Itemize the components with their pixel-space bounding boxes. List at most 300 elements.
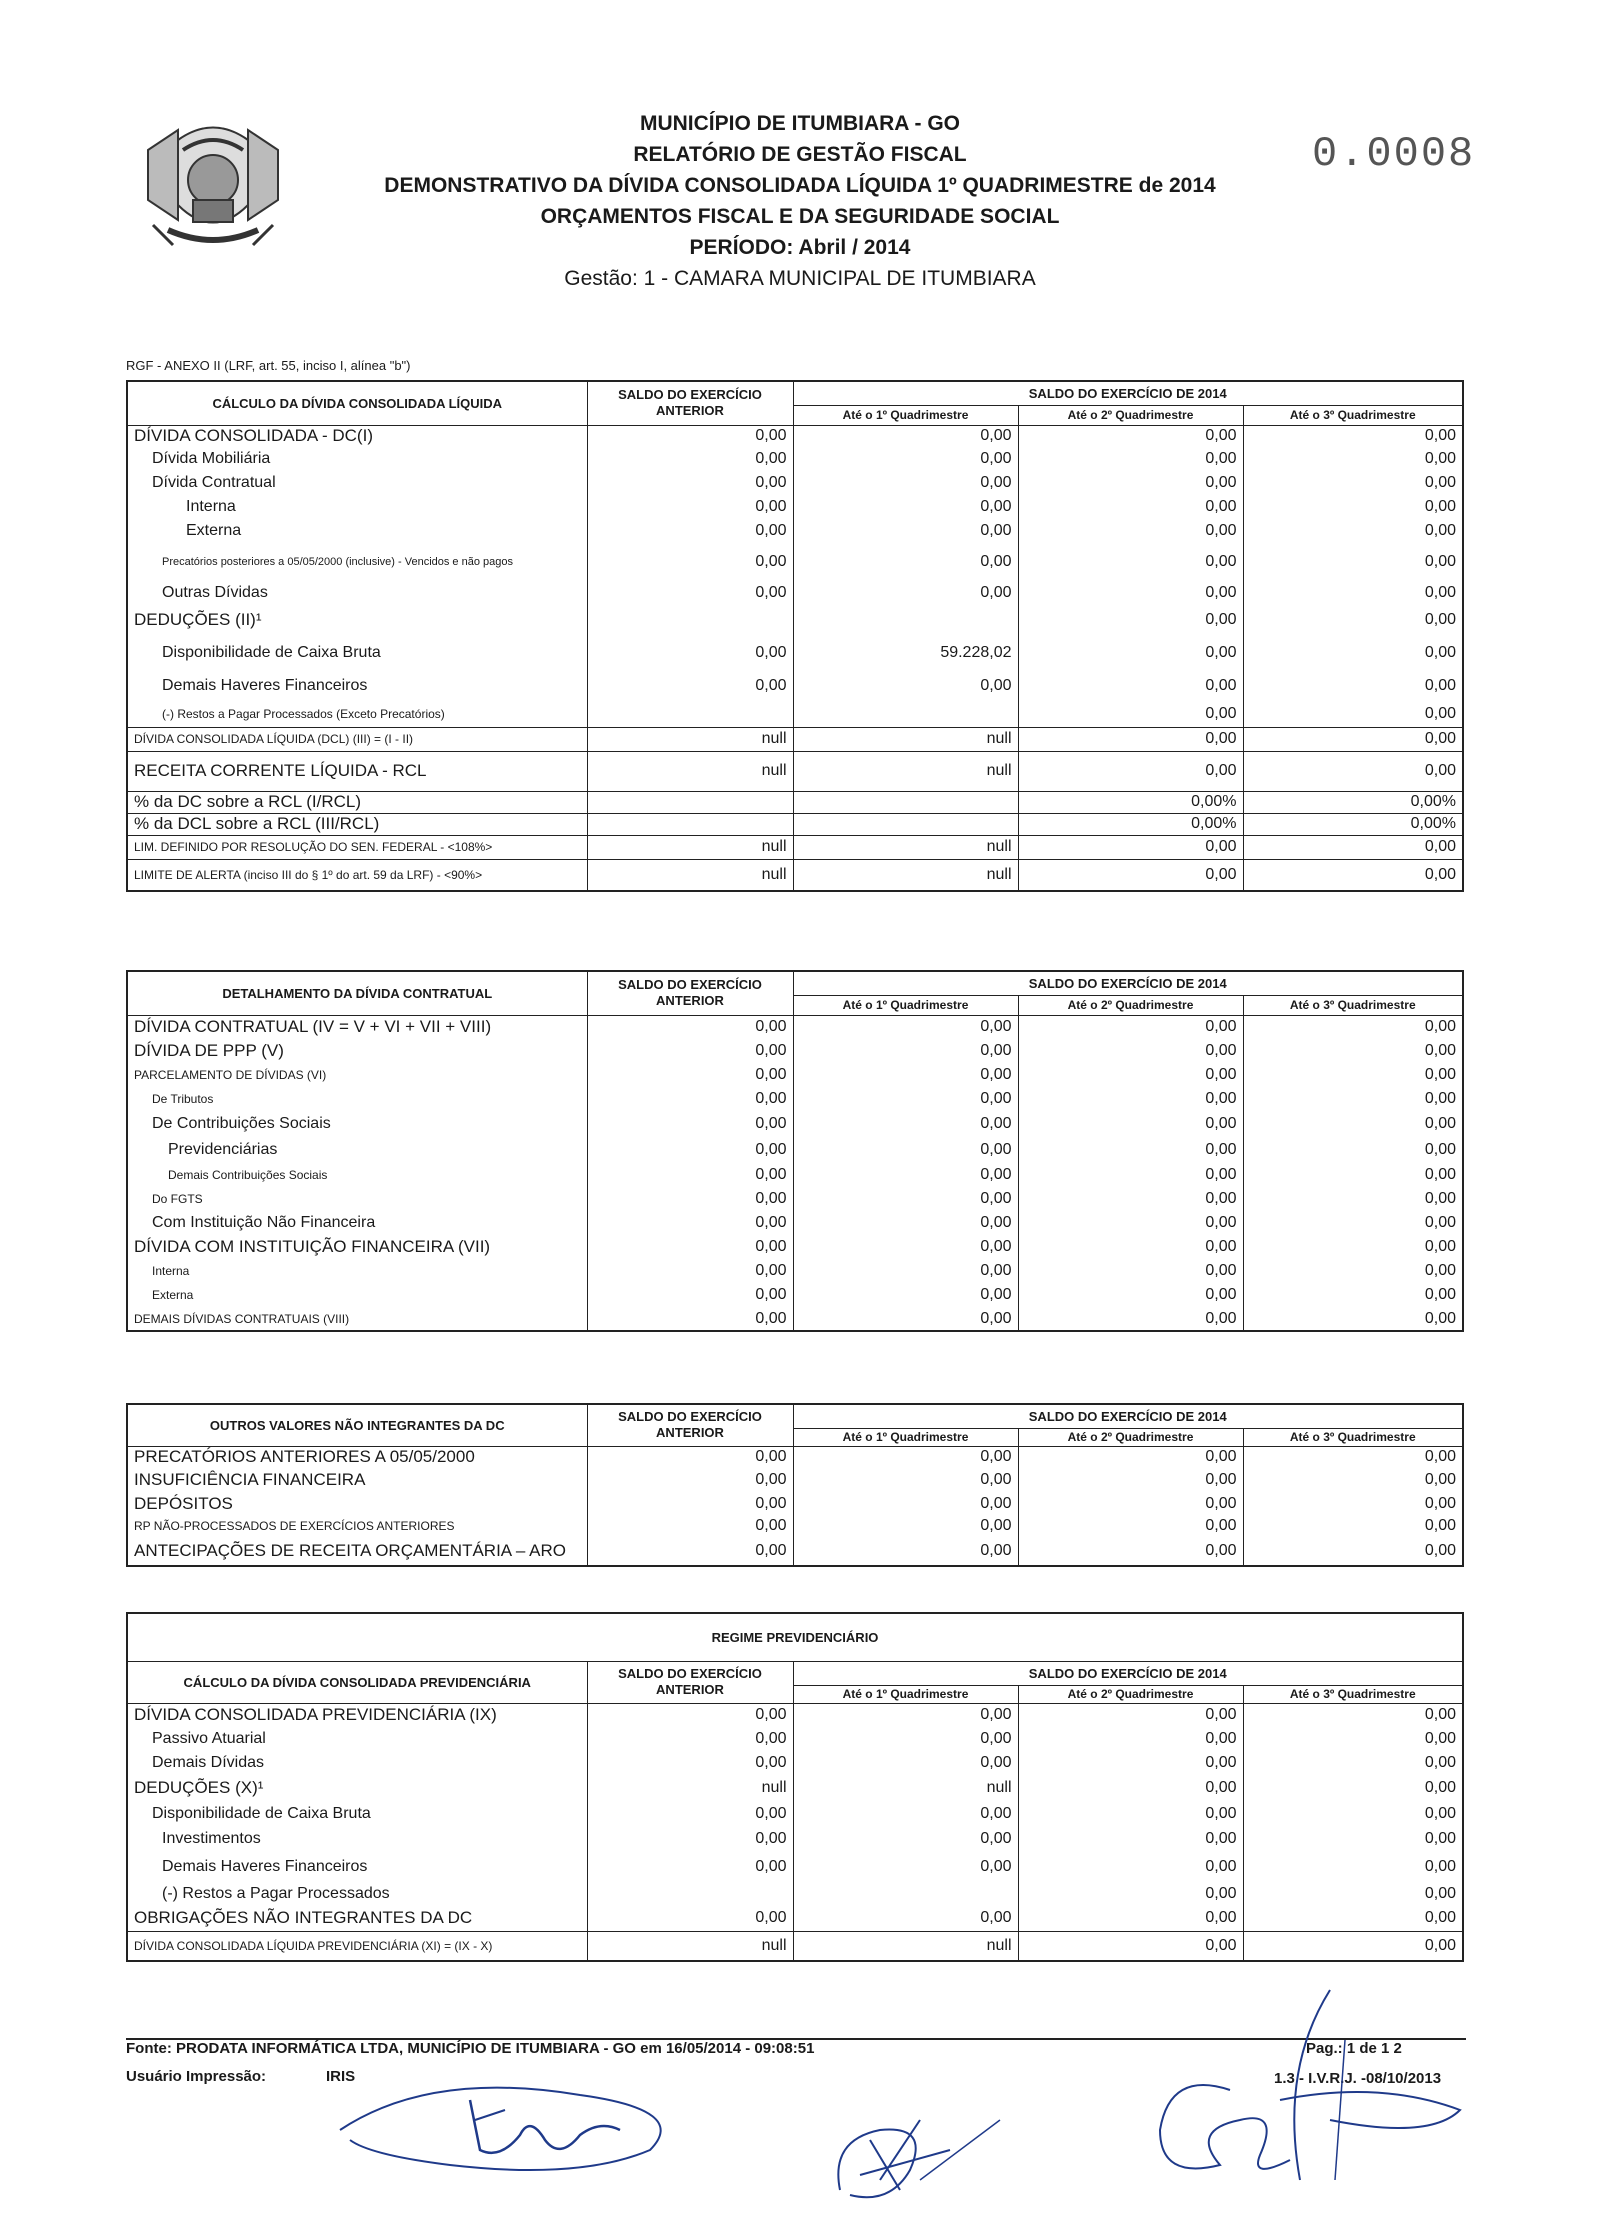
- table-row: [127, 859, 1463, 891]
- row-label: DÍVIDA COM INSTITUIÇÃO FINANCEIRA (VII): [127, 1235, 587, 1259]
- table-row: [127, 1259, 1463, 1283]
- row-label: DEPÓSITOS: [127, 1492, 587, 1516]
- row-label: Outras Dívidas: [127, 581, 587, 605]
- print-user: IRIS: [326, 2068, 356, 2085]
- table-row: [127, 1137, 1463, 1163]
- value-q3: 0,00: [1243, 835, 1463, 859]
- value-previous: null: [587, 1775, 793, 1801]
- value-previous: 0,00: [587, 519, 793, 543]
- signature-3: [1130, 1980, 1470, 2210]
- value-q1: 0,00: [793, 1283, 1018, 1307]
- row-label: Do FGTS: [127, 1187, 587, 1211]
- row-label: RECEITA CORRENTE LÍQUIDA - RCL: [127, 751, 587, 791]
- value-q2: 0,00: [1018, 1137, 1243, 1163]
- value-q1: 0,00: [793, 1307, 1018, 1331]
- value-q3: 0,00: [1243, 1931, 1463, 1961]
- value-q2: 0,00: [1018, 1516, 1243, 1536]
- row-label: % da DC sobre a RCL (I/RCL): [127, 791, 587, 813]
- value-q2: 0,00: [1018, 447, 1243, 471]
- value-previous: 0,00: [587, 1235, 793, 1259]
- value-q2: 0,00: [1018, 425, 1243, 447]
- table-row: [127, 1307, 1463, 1331]
- table-row: [127, 1751, 1463, 1775]
- value-q3: 0,00: [1243, 1283, 1463, 1307]
- statement-title: DEMONSTRATIVO DA DÍVIDA CONSOLIDADA LÍQUIDA 1º QUADRIMESTRE de 2014: [384, 174, 1216, 197]
- table-title: CÁLCULO DA DÍVIDA CONSOLIDADA LÍQUIDA: [127, 381, 587, 425]
- value-q2: 0,00: [1018, 1851, 1243, 1883]
- value-q3: 0,00: [1243, 1468, 1463, 1492]
- col-header-2014: SALDO DO EXERCÍCIO DE 2014: [793, 1404, 1463, 1428]
- table-row: [127, 1087, 1463, 1111]
- value-q1: null: [793, 751, 1018, 791]
- value-q1: 0,00: [793, 1468, 1018, 1492]
- value-q1: 0,00: [793, 1516, 1018, 1536]
- value-previous: 0,00: [587, 1905, 793, 1931]
- row-label: Dívida Mobiliária: [127, 447, 587, 471]
- report-title: RELATÓRIO DE GESTÃO FISCAL: [633, 143, 967, 166]
- value-previous: 0,00: [587, 495, 793, 519]
- row-label: DÍVIDA CONSOLIDADA - DC(I): [127, 425, 587, 447]
- table-row: [127, 1905, 1463, 1931]
- row-label: DEDUÇÕES (II)¹: [127, 605, 587, 635]
- value-q2: 0,00: [1018, 1775, 1243, 1801]
- value-q1: 0,00: [793, 1259, 1018, 1283]
- table-row: [127, 1163, 1463, 1187]
- table-row: [127, 447, 1463, 471]
- value-q3: 0,00: [1243, 1727, 1463, 1751]
- table-row: [127, 1039, 1463, 1063]
- value-previous: 0,00: [587, 543, 793, 581]
- row-label: OBRIGAÇÕES NÃO INTEGRANTES DA DC: [127, 1905, 587, 1931]
- table-row: [127, 1187, 1463, 1211]
- value-previous: 0,00: [587, 671, 793, 701]
- col-header-q2: Até o 2º Quadrimestre: [1018, 995, 1243, 1015]
- col-header-2014: SALDO DO EXERCÍCIO DE 2014: [793, 1661, 1463, 1685]
- value-q3: 0,00: [1243, 1536, 1463, 1566]
- value-previous: 0,00: [587, 1039, 793, 1063]
- table-row: [127, 1775, 1463, 1801]
- row-label: PRECATÓRIOS ANTERIORES A 05/05/2000: [127, 1446, 587, 1468]
- value-q3: 0,00: [1243, 671, 1463, 701]
- col-header-q3: Até o 3º Quadrimestre: [1243, 995, 1463, 1015]
- table-row: [127, 1063, 1463, 1087]
- version-label: 1.3 - I.V.R.J. -08/10/2013: [1274, 2070, 1442, 2087]
- value-q1: 0,00: [793, 519, 1018, 543]
- col-header-q2: Até o 2º Quadrimestre: [1018, 1428, 1243, 1446]
- table-row: [127, 1827, 1463, 1851]
- col-header-q1: Até o 1º Quadrimestre: [793, 405, 1018, 425]
- value-q2: 0,00: [1018, 543, 1243, 581]
- value-q1: [793, 701, 1018, 727]
- value-previous: null: [587, 859, 793, 891]
- value-previous: 0,00: [587, 1111, 793, 1137]
- table-row: [127, 791, 1463, 813]
- value-q2: 0,00: [1018, 1307, 1243, 1331]
- value-q2: 0,00: [1018, 1446, 1243, 1468]
- row-label: Disponibilidade de Caixa Bruta: [127, 1801, 587, 1827]
- value-previous: 0,00: [587, 1015, 793, 1039]
- value-q1: 0,00: [793, 1446, 1018, 1468]
- value-q1: 0,00: [793, 581, 1018, 605]
- value-previous: 0,00: [587, 447, 793, 471]
- table-row: [127, 1883, 1463, 1905]
- row-label: Disponibilidade de Caixa Bruta: [127, 635, 587, 671]
- row-label: Interna: [127, 1259, 587, 1283]
- value-q2: 0,00: [1018, 1883, 1243, 1905]
- table-row: [127, 1015, 1463, 1039]
- col-header-q1: Até o 1º Quadrimestre: [793, 1685, 1018, 1703]
- row-label: Previdenciárias: [127, 1137, 587, 1163]
- contractual-debt-table: [126, 970, 1464, 1332]
- section-title: REGIME PREVIDENCIÁRIO: [127, 1613, 1463, 1661]
- col-header-2014: SALDO DO EXERCÍCIO DE 2014: [793, 381, 1463, 405]
- table-row: [127, 813, 1463, 835]
- value-previous: null: [587, 1931, 793, 1961]
- value-q2: 0,00: [1018, 751, 1243, 791]
- col-header-q3: Até o 3º Quadrimestre: [1243, 405, 1463, 425]
- row-label: DEMAIS DÍVIDAS CONTRATUAIS (VIII): [127, 1307, 587, 1331]
- value-q1: 0,00: [793, 1727, 1018, 1751]
- value-previous: 0,00: [587, 1446, 793, 1468]
- value-q1: 0,00: [793, 1801, 1018, 1827]
- row-label: Dívida Contratual: [127, 471, 587, 495]
- value-q3: 0,00: [1243, 1703, 1463, 1727]
- value-q1: 0,00: [793, 1751, 1018, 1775]
- value-previous: null: [587, 751, 793, 791]
- value-q2: 0,00: [1018, 519, 1243, 543]
- value-previous: null: [587, 835, 793, 859]
- value-q3: 0,00: [1243, 1751, 1463, 1775]
- table-row: [127, 1492, 1463, 1516]
- table-row: [127, 835, 1463, 859]
- value-q3: 0,00: [1243, 471, 1463, 495]
- value-q2: 0,00: [1018, 701, 1243, 727]
- value-q2: 0,00: [1018, 581, 1243, 605]
- value-q1: null: [793, 727, 1018, 751]
- value-q2: 0,00: [1018, 835, 1243, 859]
- value-q1: 0,00: [793, 1827, 1018, 1851]
- value-previous: 0,00: [587, 1727, 793, 1751]
- row-label: DÍVIDA DE PPP (V): [127, 1039, 587, 1063]
- value-q1: 0,00: [793, 425, 1018, 447]
- row-label: (-) Restos a Pagar Processados (Exceto Precatórios): [127, 701, 587, 727]
- value-q3: 0,00: [1243, 1137, 1463, 1163]
- value-previous: 0,00: [587, 1163, 793, 1187]
- row-label: Demais Contribuições Sociais: [127, 1163, 587, 1187]
- value-previous: 0,00: [587, 1307, 793, 1331]
- table-row: [127, 1703, 1463, 1727]
- row-label: ANTECIPAÇÕES DE RECEITA ORÇAMENTÁRIA – ARO: [127, 1536, 587, 1566]
- row-label: Externa: [127, 1283, 587, 1307]
- value-q2: 0,00: [1018, 1703, 1243, 1727]
- row-label: Externa: [127, 519, 587, 543]
- value-q3: 0,00: [1243, 543, 1463, 581]
- value-q3: 0,00: [1243, 519, 1463, 543]
- col-header-q1: Até o 1º Quadrimestre: [793, 995, 1018, 1015]
- value-q3: 0,00: [1243, 1775, 1463, 1801]
- col-header-q1: Até o 1º Quadrimestre: [793, 1428, 1018, 1446]
- table-row: [127, 1801, 1463, 1827]
- table-row: [127, 425, 1463, 447]
- table-row: [127, 1446, 1463, 1468]
- table-row: [127, 581, 1463, 605]
- value-q3: 0,00: [1243, 1851, 1463, 1883]
- value-q1: 0,00: [793, 543, 1018, 581]
- value-q3: 0,00: [1243, 1259, 1463, 1283]
- value-previous: 0,00: [587, 1801, 793, 1827]
- table-row: [127, 471, 1463, 495]
- value-q1: 0,00: [793, 1039, 1018, 1063]
- table-row: [127, 519, 1463, 543]
- value-q1: null: [793, 859, 1018, 891]
- row-label: (-) Restos a Pagar Processados: [127, 1883, 587, 1905]
- value-q1: 0,00: [793, 1111, 1018, 1137]
- row-label: DÍVIDA CONSOLIDADA LÍQUIDA PREVIDENCIÁRIA (XI) = (IX - X): [127, 1931, 587, 1961]
- value-q2: 0,00: [1018, 1905, 1243, 1931]
- value-q2: 0,00: [1018, 1801, 1243, 1827]
- print-user-label: Usuário Impressão:: [126, 2068, 267, 2085]
- table-row: [127, 701, 1463, 727]
- col-header-q2: Até o 2º Quadrimestre: [1018, 405, 1243, 425]
- value-q3: 0,00: [1243, 1827, 1463, 1851]
- period-title: PERÍODO: Abril / 2014: [689, 236, 911, 259]
- row-label: LIMITE DE ALERTA (inciso III do § 1º do art. 59 da LRF) - <90%>: [127, 859, 587, 891]
- row-label: Precatórios posteriores a 05/05/2000 (inclusive) - Vencidos e não pagos: [127, 543, 587, 581]
- other-values-table: [126, 1403, 1464, 1567]
- value-q1: 0,00: [793, 1905, 1018, 1931]
- value-q1: null: [793, 1931, 1018, 1961]
- budget-title: ORÇAMENTOS FISCAL E DA SEGURIDADE SOCIAL: [540, 205, 1060, 228]
- report-header: [0, 108, 1600, 294]
- pension-debt-table: [126, 1612, 1464, 1962]
- value-q1: 0,00: [793, 1851, 1018, 1883]
- row-label: RP NÃO-PROCESSADOS DE EXERCÍCIOS ANTERIORES: [127, 1516, 587, 1536]
- table-row: [127, 1931, 1463, 1961]
- value-q3: 0,00: [1243, 447, 1463, 471]
- value-q1: 0,00: [793, 1703, 1018, 1727]
- value-q1: null: [793, 1775, 1018, 1801]
- row-label: PARCELAMENTO DE DÍVIDAS (VI): [127, 1063, 587, 1087]
- value-q2: 0,00: [1018, 1015, 1243, 1039]
- value-q2: 0,00: [1018, 605, 1243, 635]
- value-previous: 0,00: [587, 1283, 793, 1307]
- value-q2: 0,00: [1018, 1727, 1243, 1751]
- value-previous: 0,00: [587, 1063, 793, 1087]
- value-q1: [793, 1883, 1018, 1905]
- management-title: Gestão: 1 - CAMARA MUNICIPAL DE ITUMBIARA: [564, 267, 1036, 290]
- value-q3: 0,00%: [1243, 813, 1463, 835]
- value-q3: 0,00%: [1243, 791, 1463, 813]
- value-q3: 0,00: [1243, 1492, 1463, 1516]
- page-number: Pag.: 1 de 1 2: [1306, 2040, 1402, 2057]
- row-label: % da DCL sobre a RCL (III/RCL): [127, 813, 587, 835]
- value-q1: null: [793, 835, 1018, 859]
- value-q1: 0,00: [793, 495, 1018, 519]
- value-q3: 0,00: [1243, 859, 1463, 891]
- value-q1: 0,00: [793, 1492, 1018, 1516]
- value-previous: [587, 605, 793, 635]
- value-previous: 0,00: [587, 1851, 793, 1883]
- signature-2: [820, 2080, 1020, 2210]
- value-q3: 0,00: [1243, 1163, 1463, 1187]
- value-previous: 0,00: [587, 1087, 793, 1111]
- row-label: Passivo Atuarial: [127, 1727, 587, 1751]
- value-previous: 0,00: [587, 1137, 793, 1163]
- value-q2: 0,00: [1018, 1931, 1243, 1961]
- value-previous: 0,00: [587, 425, 793, 447]
- value-q1: [793, 791, 1018, 813]
- value-q1: [793, 605, 1018, 635]
- value-q3: 0,00: [1243, 1039, 1463, 1063]
- value-q2: 0,00: [1018, 1235, 1243, 1259]
- value-q3: 0,00: [1243, 1087, 1463, 1111]
- col-header-q2: Até o 2º Quadrimestre: [1018, 1685, 1243, 1703]
- value-q3: 0,00: [1243, 1187, 1463, 1211]
- value-previous: 0,00: [587, 581, 793, 605]
- source-line: Fonte: PRODATA INFORMÁTICA LTDA, MUNICÍPIO DE ITUMBIARA - GO em 16/05/2014 - 09:08:51: [126, 2040, 815, 2057]
- table-title: DETALHAMENTO DA DÍVIDA CONTRATUAL: [127, 971, 587, 1015]
- value-q2: 0,00: [1018, 1039, 1243, 1063]
- value-q3: 0,00: [1243, 1905, 1463, 1931]
- value-q1: 0,00: [793, 1536, 1018, 1566]
- value-q3: 0,00: [1243, 727, 1463, 751]
- value-q2: 0,00: [1018, 1063, 1243, 1087]
- row-label: Demais Haveres Financeiros: [127, 1851, 587, 1883]
- table-title: CÁLCULO DA DÍVIDA CONSOLIDADA PREVIDENCIÁRIA: [127, 1661, 587, 1703]
- col-header-q3: Até o 3º Quadrimestre: [1243, 1685, 1463, 1703]
- table-row: [127, 635, 1463, 671]
- value-q2: 0,00: [1018, 1187, 1243, 1211]
- table-row: [127, 1235, 1463, 1259]
- value-q1: 0,00: [793, 1063, 1018, 1087]
- value-previous: 0,00: [587, 471, 793, 495]
- value-q2: 0,00: [1018, 1111, 1243, 1137]
- table-row: [127, 1283, 1463, 1307]
- value-q1: 0,00: [793, 1087, 1018, 1111]
- row-label: DÍVIDA CONTRATUAL (IV = V + VI + VII + VIII): [127, 1015, 587, 1039]
- row-label: Interna: [127, 495, 587, 519]
- value-previous: 0,00: [587, 1536, 793, 1566]
- value-q3: 0,00: [1243, 635, 1463, 671]
- value-q1: 0,00: [793, 1015, 1018, 1039]
- row-label: De Contribuições Sociais: [127, 1111, 587, 1137]
- value-previous: 0,00: [587, 1703, 793, 1727]
- value-q1: 0,00: [793, 1235, 1018, 1259]
- row-label: DÍVIDA CONSOLIDADA PREVIDENCIÁRIA (IX): [127, 1703, 587, 1727]
- value-q3: 0,00: [1243, 1883, 1463, 1905]
- value-q2: 0,00: [1018, 1827, 1243, 1851]
- value-q2: 0,00%: [1018, 813, 1243, 835]
- table-row: [127, 1851, 1463, 1883]
- value-q1: 0,00: [793, 1187, 1018, 1211]
- value-q2: 0,00: [1018, 471, 1243, 495]
- value-previous: [587, 701, 793, 727]
- row-label: Demais Dívidas: [127, 1751, 587, 1775]
- value-q3: 0,00: [1243, 701, 1463, 727]
- col-header-previous: SALDO DO EXERCÍCIO ANTERIOR: [587, 1661, 793, 1703]
- col-header-previous: SALDO DO EXERCÍCIO ANTERIOR: [587, 381, 793, 425]
- value-q3: 0,00: [1243, 1211, 1463, 1235]
- table-row: [127, 605, 1463, 635]
- value-q3: 0,00: [1243, 1307, 1463, 1331]
- col-header-q3: Até o 3º Quadrimestre: [1243, 1428, 1463, 1446]
- table-row: [127, 1536, 1463, 1566]
- table-row: [127, 1211, 1463, 1235]
- col-header-previous: SALDO DO EXERCÍCIO ANTERIOR: [587, 971, 793, 1015]
- value-previous: 0,00: [587, 1751, 793, 1775]
- value-q2: 0,00: [1018, 727, 1243, 751]
- value-q2: 0,00: [1018, 671, 1243, 701]
- value-q3: 0,00: [1243, 425, 1463, 447]
- value-q3: 0,00: [1243, 1446, 1463, 1468]
- value-q2: 0,00%: [1018, 791, 1243, 813]
- row-label: LIM. DEFINIDO POR RESOLUÇÃO DO SEN. FEDERAL - <108%>: [127, 835, 587, 859]
- value-q2: 0,00: [1018, 1259, 1243, 1283]
- row-label: De Tributos: [127, 1087, 587, 1111]
- value-previous: null: [587, 727, 793, 751]
- value-q1: 0,00: [793, 671, 1018, 701]
- row-label: INSUFICIÊNCIA FINANCEIRA: [127, 1468, 587, 1492]
- value-previous: [587, 1883, 793, 1905]
- value-previous: [587, 813, 793, 835]
- table-row: [127, 1516, 1463, 1536]
- value-previous: 0,00: [587, 1827, 793, 1851]
- value-q1: 0,00: [793, 1211, 1018, 1235]
- value-q2: 0,00: [1018, 859, 1243, 891]
- value-previous: [587, 791, 793, 813]
- col-header-previous: SALDO DO EXERCÍCIO ANTERIOR: [587, 1404, 793, 1446]
- signature-1: [330, 2040, 710, 2190]
- annex-reference: RGF - ANEXO II (LRF, art. 55, inciso I, alínea "b"): [126, 358, 411, 373]
- value-q2: 0,00: [1018, 1211, 1243, 1235]
- value-q3: 0,00: [1243, 605, 1463, 635]
- value-q1: 0,00: [793, 471, 1018, 495]
- value-q1: 59.228,02: [793, 635, 1018, 671]
- value-previous: 0,00: [587, 1211, 793, 1235]
- table-row: [127, 495, 1463, 519]
- value-q2: 0,00: [1018, 1468, 1243, 1492]
- value-previous: 0,00: [587, 635, 793, 671]
- table-row: [127, 543, 1463, 581]
- table-row: [127, 1111, 1463, 1137]
- value-q1: [793, 813, 1018, 835]
- table-row: [127, 727, 1463, 751]
- value-q1: 0,00: [793, 447, 1018, 471]
- value-previous: 0,00: [587, 1492, 793, 1516]
- row-label: Investimentos: [127, 1827, 587, 1851]
- value-q1: 0,00: [793, 1163, 1018, 1187]
- table-row: [127, 751, 1463, 791]
- value-q3: 0,00: [1243, 1015, 1463, 1039]
- table-title: OUTROS VALORES NÃO INTEGRANTES DA DC: [127, 1404, 587, 1446]
- value-q3: 0,00: [1243, 751, 1463, 791]
- value-q2: 0,00: [1018, 1283, 1243, 1307]
- row-label: DÍVIDA CONSOLIDADA LÍQUIDA (DCL) (III) = (I - II): [127, 727, 587, 751]
- value-previous: 0,00: [587, 1259, 793, 1283]
- col-header-2014: SALDO DO EXERCÍCIO DE 2014: [793, 971, 1463, 995]
- table-row: [127, 1468, 1463, 1492]
- value-q1: 0,00: [793, 1137, 1018, 1163]
- row-label: Com Instituição Não Financeira: [127, 1211, 587, 1235]
- value-q3: 0,00: [1243, 581, 1463, 605]
- row-label: Demais Haveres Financeiros: [127, 671, 587, 701]
- value-q2: 0,00: [1018, 1751, 1243, 1775]
- value-q2: 0,00: [1018, 1087, 1243, 1111]
- value-q2: 0,00: [1018, 495, 1243, 519]
- value-q3: 0,00: [1243, 1063, 1463, 1087]
- document-number: 0.0008: [1312, 130, 1476, 178]
- value-q2: 0,00: [1018, 1536, 1243, 1566]
